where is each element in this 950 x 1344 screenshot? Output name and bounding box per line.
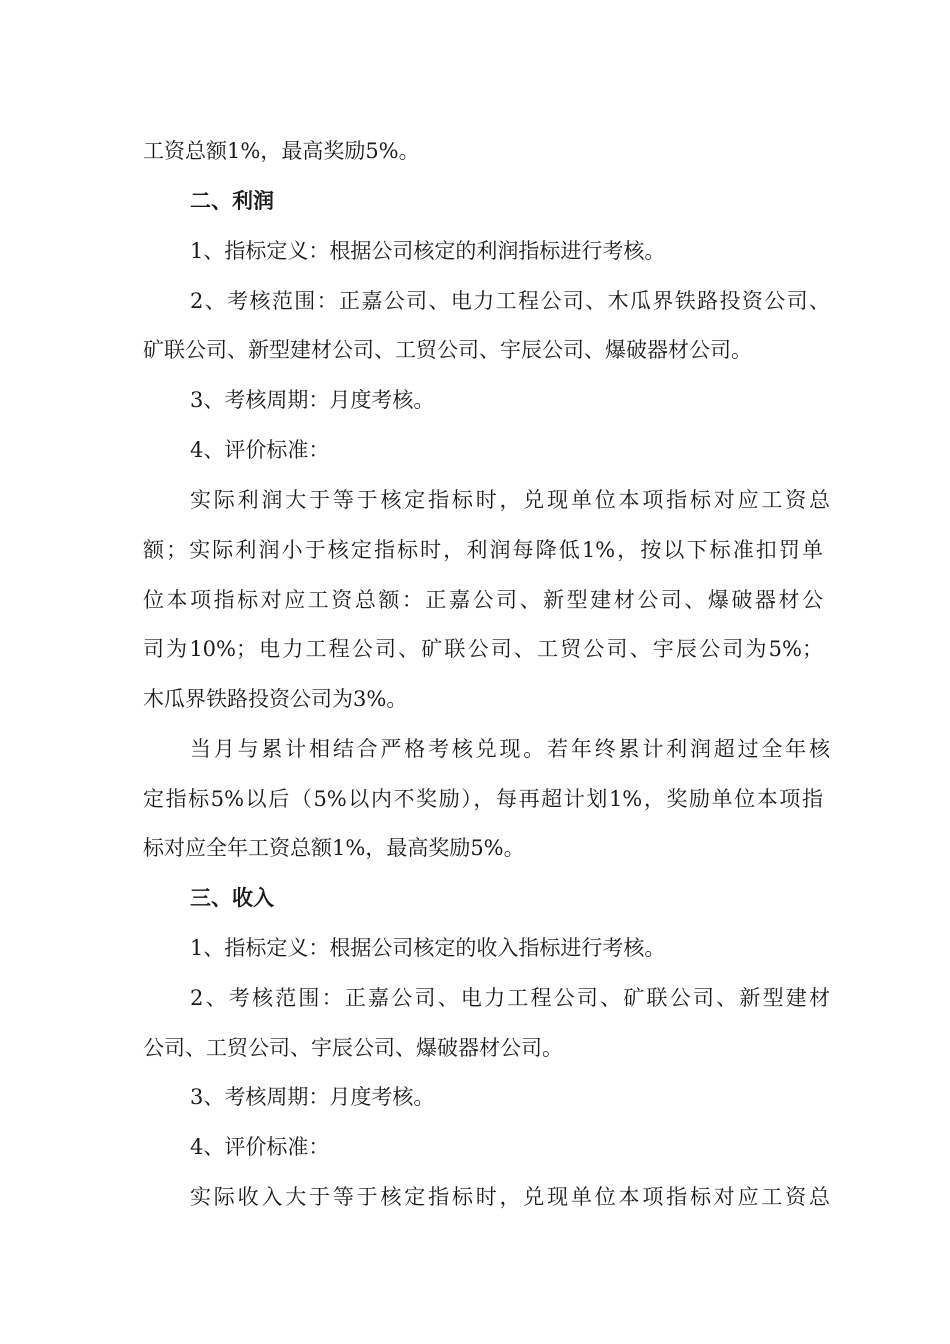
paragraph-line: 标对应全年工资总额1%，最高奖励5%。 xyxy=(143,836,525,860)
paragraph-line: 实际利润大于等于核定指标时，兑现单位本项指标对应工资总 xyxy=(190,488,830,512)
paragraph-line: 位本项指标对应工资总额：正嘉公司、新型建材公司、爆破器材公 xyxy=(143,588,823,612)
paragraph-line: 2、考核范围：正嘉公司、电力工程公司、矿联公司、新型建材 xyxy=(190,986,830,1010)
paragraph-line: 当月与累计相结合严格考核兑现。若年终累计利润超过全年核 xyxy=(190,737,830,761)
paragraph-line: 矿联公司、新型建材公司、工贸公司、宇辰公司、爆破器材公司。 xyxy=(143,338,752,362)
section-heading-income: 三、收入 xyxy=(190,886,274,910)
section-heading-profit: 二、利润 xyxy=(190,189,274,213)
paragraph-line: 额；实际利润小于核定指标时，利润每降低1%，按以下标准扣罚单 xyxy=(143,538,823,562)
paragraph-line: 实际收入大于等于核定指标时，兑现单位本项指标对应工资总 xyxy=(190,1185,830,1209)
paragraph-line: 1、指标定义：根据公司核定的利润指标进行考核。 xyxy=(190,239,666,263)
paragraph-line: 定指标5%以后（5%以内不奖励），每再超计划1%，奖励单位本项指 xyxy=(143,787,823,811)
paragraph-line: 4、评价标准： xyxy=(190,1135,330,1159)
paragraph-line: 3、考核周期：月度考核。 xyxy=(190,1085,435,1109)
paragraph-line: 2、考核范围：正嘉公司、电力工程公司、木瓜界铁路投资公司、 xyxy=(190,289,830,313)
paragraph-line: 4、评价标准： xyxy=(190,438,330,462)
paragraph-line: 公司、工贸公司、宇辰公司、爆破器材公司。 xyxy=(143,1036,563,1060)
paragraph-line: 1、指标定义：根据公司核定的收入指标进行考核。 xyxy=(190,936,666,960)
paragraph-line: 司为10%；电力工程公司、矿联公司、工贸公司、宇辰公司为5%； xyxy=(143,637,823,661)
paragraph-line: 工资总额1%，最高奖励5%。 xyxy=(143,139,420,163)
paragraph-line: 木瓜界铁路投资公司为3%。 xyxy=(143,687,408,711)
paragraph-line: 3、考核周期：月度考核。 xyxy=(190,388,435,412)
